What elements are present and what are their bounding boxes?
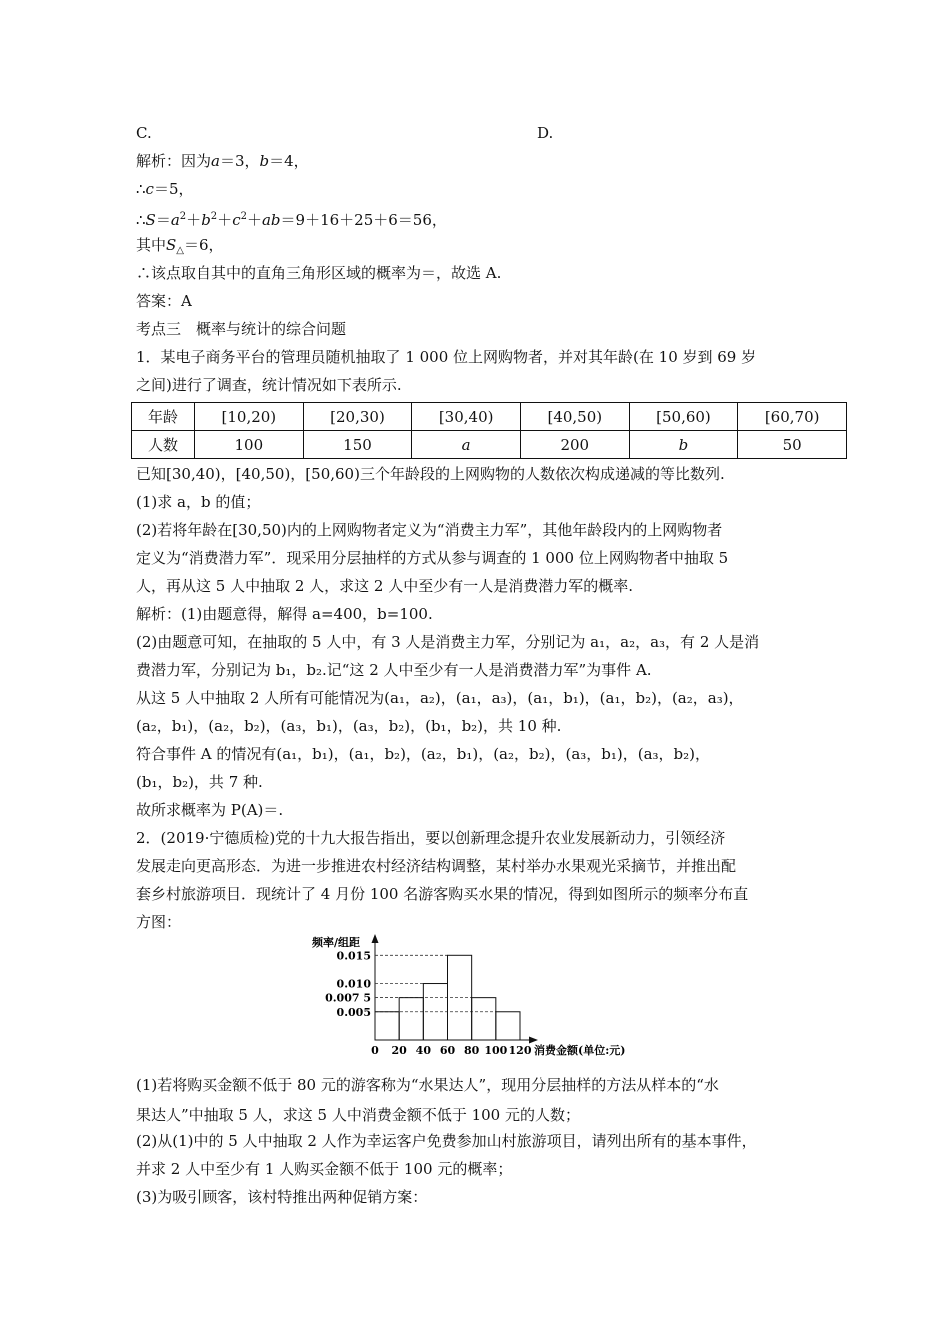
y-tick-label: 0.005 [336,1005,371,1019]
problem1-solution-3a: 从这 5 人中抽取 2 人所有可能情况为(a₁，a₂)，(a₁，a₃)，(a₁，b₁)，(a₁，b₂)，(a₂，a₃)， [136,689,744,707]
x-tick-label: 0 [371,1044,379,1057]
table-cell: [60,70) [738,403,847,431]
table-cell: [20,30) [303,403,412,431]
section-title: 考点三 概率与统计的综合问题 [136,320,347,338]
table-cell: b [629,431,738,459]
problem1-q2-line-1: (2)若将年龄在[30,50)内的上网购物者定义为“消费主力军”，其他年龄段内的上网购物者 [136,521,723,539]
x-tick-label: 20 [391,1044,407,1057]
table-cell: [10,20) [195,403,304,431]
y-tick-label: 0.007 5 [325,991,371,1005]
table-cell: a [412,431,521,459]
age-table [131,402,847,459]
problem1-q1: (1)求 a，b 的值； [136,493,261,511]
x-tick-label: 100 [484,1044,508,1057]
solution-line-5: ∴该点取自其中的直角三角形区域的概率为＝，故选 A. [136,264,502,282]
histogram-bar [375,1012,399,1040]
table-cell: 人数 [132,431,195,459]
problem1-solution-4b: (b₁，b₂)，共 7 种. [136,773,263,791]
table-cell: 200 [520,431,629,459]
x-axis-label: 消费金额(单位:元) [534,1044,626,1057]
table-cell: [40,50) [520,403,629,431]
problem2-q2-line-1: (2)从(1)中的 5 人中抽取 2 人作为幸运客户免费参加山村旅游项目，请列出所有的基本事件， [136,1132,757,1150]
option-d: D. [537,124,554,142]
x-tick-label: 120 [508,1044,532,1057]
problem2-line-3: 套乡村旅游项目．现统计了 4 月份 100 名游客购买水果的情况，得到如图所示的频率分布直 [136,885,749,903]
answer-line: 答案：A [136,292,192,310]
solution-line-4: 其中$S_\triangle=6$， [136,236,224,256]
x-tick-label: 40 [415,1044,431,1057]
histogram-bar [472,998,496,1040]
problem2-q3: (3)为吸引顾客，该村特推出两种促销方案： [136,1188,428,1206]
y-tick-label: 0.010 [336,977,371,991]
problem1-solution-3b: (a₂，b₁)，(a₂，b₂)，(a₃，b₁)，(a₃，b₂)，(b₁，b₂)，共 10 种. [136,717,562,735]
problem1-solution-4a: 符合事件 A 的情况有(a₁，b₁)，(a₁，b₂)，(a₂，b₁)，(a₂，b₂)，(a₃，b₁)，(a₃，b₂)， [136,745,711,763]
table-cell: 50 [738,431,847,459]
problem1-solution-1: 解析：(1)由题意得，解得 a=400，b=100. [136,605,433,623]
problem2-line-1: 2．(2019·宁德质检)党的十九大报告指出，要以创新理念提升农业发展新动力，引领经济 [136,829,726,847]
problem1-solution-5: 故所求概率为 P(A)＝. [136,801,284,819]
x-axis-arrow [529,1037,538,1044]
solution-line-2: ∴c＝5， [136,180,194,198]
problem2-q2-line-2: 并求 2 人中至少有 1 人购买金额不低于 100 元的概率； [136,1160,513,1178]
solution-line-3: $\therefore S=a^2+b^2+c^2+ab=9+16+25+6=56$， [136,211,447,229]
x-tick-label: 60 [439,1044,456,1057]
table-cell: 100 [195,431,304,459]
problem1-stem-2: 之间)进行了调查，统计情况如下表所示. [136,376,402,394]
solution-line-1: 解析：因为a＝3，b＝4， [136,152,309,170]
y-axis-label: 频率/组距 [312,936,361,949]
x-tick-label: 80 [464,1044,480,1057]
y-axis-arrow [372,934,379,943]
table-row [132,431,847,459]
table-cell: 年龄 [132,403,195,431]
table-cell: [50,60) [629,403,738,431]
problem2-line-2: 发展走向更高形态．为进一步推进农村经济结构调整，某村举办水果观光采摘节，并推出配 [136,857,737,875]
frequency-histogram [308,934,648,1064]
option-c: C. [136,124,152,142]
problem1-stem-1: 1．某电子商务平台的管理员随机抽取了 1 000 位上网购物者，并对其年龄(在 10 岁到 69 岁 [136,348,757,366]
y-tick-label: 0.015 [336,949,371,963]
table-cell: [30,40) [412,403,521,431]
problem1-q2-line-3: 人，再从这 5 人中抽取 2 人，求这 2 人中至少有一人是消费潜力军的概率. [136,577,634,595]
problem1-given: 已知[30,40)，[40,50)，[50,60)三个年龄段的上网购物的人数依次构成递减的等比数列. [136,465,725,483]
table-cell: 150 [303,431,412,459]
problem1-solution-2a: (2)由题意可知，在抽取的 5 人中，有 3 人是消费主力军，分别记为 a₁，a₂，a₃，有 2 人是消 [136,633,760,651]
histogram-bar [496,1012,520,1040]
problem1-q2-line-2: 定义为“消费潜力军”．现采用分层抽样的方式从参与调查的 1 000 位上网购物者中抽取 5 [136,549,729,567]
problem1-solution-2b: 费潜力军，分别记为 b₁，b₂.记“这 2 人中至少有一人是消费潜力军”为事件 A. [136,661,652,679]
problem2-q1-line-2: 果达人”中抽取 5 人，求这 5 人中消费金额不低于 100 元的人数； [136,1106,580,1124]
problem2-q1-line-1: (1)若将购买金额不低于 80 元的游客称为“水果达人”，现用分层抽样的方法从样本的“水 [136,1076,719,1094]
histogram-bar [399,998,423,1040]
table-row [132,403,847,431]
problem2-line-4: 方图： [136,913,182,931]
